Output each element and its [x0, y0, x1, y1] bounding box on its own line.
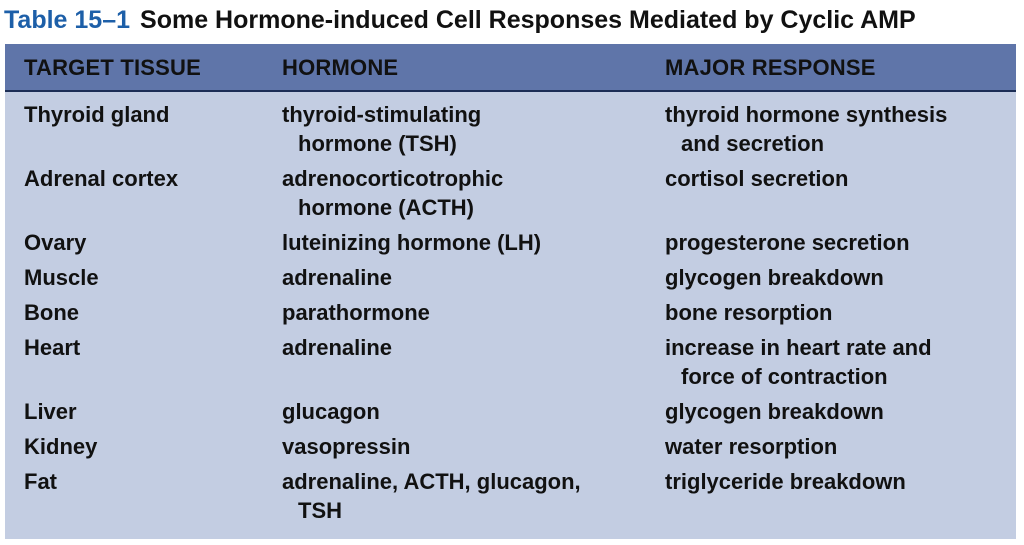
cell-major-response-line: and secretion	[681, 131, 825, 156]
cell-major-response	[665, 263, 884, 292]
cell-hormone	[282, 432, 410, 461]
cell-major-response	[665, 164, 848, 193]
cell-major-response-line: glycogen breakdown	[665, 265, 884, 290]
table-row	[5, 164, 1016, 228]
cell-target-tissue: Kidney	[24, 434, 98, 459]
cell-target-tissue: Ovary	[24, 230, 87, 255]
cell-major-response-line: water resorption	[665, 434, 838, 459]
cell-hormone-line: adrenocorticotrophic	[282, 166, 504, 191]
cell-hormone	[282, 298, 430, 327]
cell-hormone-line: adrenaline	[282, 265, 393, 290]
column-header-hormone: HORMONE	[282, 55, 399, 80]
table-header	[5, 44, 1016, 90]
cell-hormone	[282, 228, 541, 257]
cell-hormone-line: adrenaline	[282, 335, 393, 360]
table-row	[5, 100, 1016, 164]
table-caption	[4, 0, 916, 40]
cell-major-response-line: bone resorption	[665, 300, 833, 325]
header-divider	[5, 90, 1016, 92]
cell-major-response-line: glycogen breakdown	[665, 399, 884, 424]
cell-target-tissue: Heart	[24, 335, 81, 360]
cell-major-response-line: progesterone secretion	[665, 230, 910, 255]
cell-major-response	[665, 397, 884, 426]
cell-hormone-line: parathormone	[282, 300, 430, 325]
cell-hormone-line: hormone (TSH)	[298, 131, 457, 156]
cell-major-response	[665, 298, 832, 327]
cell-hormone-line: glucagon	[282, 399, 380, 424]
hormone-table	[5, 44, 1016, 539]
cell-major-response	[665, 228, 910, 257]
cell-major-response-line: thyroid hormone synthesis	[665, 102, 948, 127]
cell-hormone-line: hormone (ACTH)	[298, 195, 474, 220]
cell-hormone-line: vasopressin	[282, 434, 411, 459]
cell-hormone-line: thyroid-stimulating	[282, 102, 482, 127]
cell-hormone-line: adrenaline, ACTH, glucagon,	[282, 469, 581, 494]
cell-major-response	[665, 333, 932, 391]
table-row	[5, 298, 1016, 333]
cell-hormone	[282, 397, 380, 426]
cell-major-response-line: triglyceride breakdown	[665, 469, 906, 494]
cell-hormone	[282, 263, 392, 292]
cell-major-response-line: increase in heart rate and	[665, 335, 932, 360]
table-body	[5, 100, 1016, 531]
table-title: Some Hormone-induced Cell Responses Mediated by Cyclic AMP	[140, 5, 916, 34]
table-row	[5, 432, 1016, 467]
column-header-major-response: MAJOR RESPONSE	[665, 55, 876, 80]
cell-major-response	[665, 432, 837, 461]
cell-hormone-line: TSH	[298, 498, 342, 523]
cell-major-response-line: force of contraction	[681, 364, 888, 389]
cell-target-tissue: Adrenal cortex	[24, 166, 179, 191]
cell-target-tissue: Fat	[24, 469, 57, 494]
cell-hormone-line: luteinizing hormone (LH)	[282, 230, 542, 255]
cell-target-tissue: Bone	[24, 300, 79, 325]
cell-major-response	[665, 100, 947, 158]
table-row	[5, 263, 1016, 298]
cell-target-tissue: Muscle	[24, 265, 99, 290]
cell-hormone	[282, 467, 581, 525]
cell-target-tissue: Liver	[24, 399, 77, 424]
cell-major-response	[665, 467, 906, 496]
table-row	[5, 333, 1016, 397]
column-header-target-tissue: TARGET TISSUE	[24, 55, 201, 80]
cell-hormone	[282, 333, 392, 362]
cell-major-response-line: cortisol secretion	[665, 166, 849, 191]
table-row	[5, 467, 1016, 531]
table-row	[5, 397, 1016, 432]
cell-hormone	[282, 100, 481, 158]
table-row	[5, 228, 1016, 263]
cell-hormone	[282, 164, 503, 222]
cell-target-tissue: Thyroid gland	[24, 102, 170, 127]
table-number: Table 15–1	[4, 5, 131, 34]
